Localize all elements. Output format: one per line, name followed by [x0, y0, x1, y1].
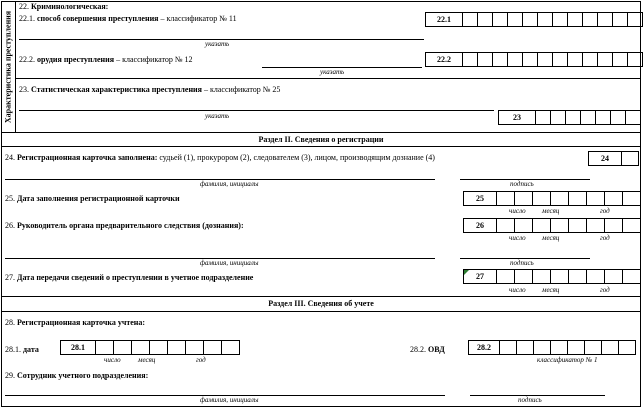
- f28-1-code: 28.1: [60, 340, 96, 355]
- f26-cells[interactable]: [463, 218, 641, 233]
- f29-sign-caption: подпись: [518, 396, 542, 404]
- cell[interactable]: [623, 269, 641, 284]
- f27-month-caption: месяц: [542, 286, 560, 294]
- cell[interactable]: [204, 340, 222, 355]
- cell[interactable]: [568, 52, 583, 67]
- cell[interactable]: [613, 52, 628, 67]
- f25-cells[interactable]: [463, 191, 641, 206]
- cell[interactable]: [515, 218, 533, 233]
- f28-label: 28. Регистрационная карточка учтена:: [5, 318, 146, 327]
- cell[interactable]: [533, 269, 551, 284]
- f25-label: 25. Дата заполнения регистрационной карточки: [5, 194, 180, 203]
- f22-2-caption: указать: [320, 68, 345, 76]
- cell[interactable]: [623, 218, 641, 233]
- f28-1-day-caption: число: [104, 356, 121, 364]
- cell[interactable]: [566, 110, 581, 125]
- f24-label: 24. Регистрационная карточка заполнена: судьей (1), прокурором (2), следователем (3), лицом, производящим дознание (4): [5, 153, 435, 162]
- f23-line[interactable]: [19, 110, 494, 111]
- cell[interactable]: [551, 191, 569, 206]
- cell[interactable]: [569, 191, 587, 206]
- f28-1-month-caption: месяц: [138, 356, 156, 364]
- cell[interactable]: [581, 110, 596, 125]
- cell[interactable]: [602, 340, 619, 355]
- f22-label: 22. Криминологическая:: [19, 2, 109, 11]
- cell[interactable]: [551, 110, 566, 125]
- cell[interactable]: [186, 340, 204, 355]
- cell[interactable]: [598, 12, 613, 27]
- divider: [2, 311, 641, 312]
- f22-1-label: 22.1. способ совершения преступления – классификатор № 11: [19, 14, 237, 23]
- cell[interactable]: [569, 269, 587, 284]
- cell[interactable]: [551, 269, 569, 284]
- cell[interactable]: [605, 218, 623, 233]
- f28-2-caption: классификатор № 1: [537, 356, 598, 364]
- f22-1-code: 22.1: [425, 12, 463, 27]
- f26-sign-caption: подпись: [510, 259, 534, 267]
- cell[interactable]: [605, 191, 623, 206]
- f25-month-caption: месяц: [542, 207, 560, 215]
- f22-1-cells[interactable]: [425, 12, 643, 27]
- cell[interactable]: [605, 269, 623, 284]
- cell[interactable]: [536, 110, 551, 125]
- cell[interactable]: [553, 52, 568, 67]
- cell[interactable]: [508, 12, 523, 27]
- cell[interactable]: [533, 191, 551, 206]
- f24-name-caption: фамилия, инициалы: [200, 180, 259, 188]
- side-divider: [15, 2, 16, 132]
- divider: [2, 146, 641, 147]
- f22-2-label: 22.2. орудия преступления – классификатор № 12: [19, 55, 193, 64]
- divider: [15, 78, 641, 79]
- cell[interactable]: [168, 340, 186, 355]
- f28-2-cells[interactable]: [468, 340, 636, 355]
- cell[interactable]: [587, 218, 605, 233]
- f25-year-caption: год: [600, 207, 610, 215]
- cell[interactable]: [500, 340, 517, 355]
- f28-2-label: 28.2. ОВД: [410, 345, 445, 354]
- cell[interactable]: [150, 340, 168, 355]
- cell[interactable]: [551, 218, 569, 233]
- cell[interactable]: [497, 218, 515, 233]
- cell[interactable]: [478, 52, 493, 67]
- f29-name-caption: фамилия, инициалы: [200, 396, 259, 404]
- cell[interactable]: [478, 12, 493, 27]
- cell[interactable]: [623, 191, 641, 206]
- f27-year-caption: год: [600, 286, 610, 294]
- cell[interactable]: [587, 191, 605, 206]
- cell[interactable]: [569, 218, 587, 233]
- cell[interactable]: [538, 12, 553, 27]
- f25-code: 25: [463, 191, 497, 206]
- cell[interactable]: [598, 52, 613, 67]
- cell[interactable]: [534, 340, 551, 355]
- cell[interactable]: [626, 110, 641, 125]
- cell[interactable]: [622, 151, 639, 166]
- f28-1-cells[interactable]: [60, 340, 240, 355]
- f22-2-code: 22.2: [425, 52, 463, 67]
- f24-sign-caption: подпись: [510, 180, 534, 188]
- f26-month-caption: месяц: [542, 234, 560, 242]
- cell[interactable]: [587, 269, 605, 284]
- f29-label: 29. Сотрудник учетного подразделения:: [5, 371, 149, 380]
- cell[interactable]: [493, 52, 508, 67]
- f24-code: 24: [588, 151, 622, 166]
- f24-cells[interactable]: [588, 151, 639, 166]
- f27-day-caption: число: [509, 286, 526, 294]
- cell[interactable]: [611, 110, 626, 125]
- f23-cells[interactable]: [498, 110, 641, 125]
- cell[interactable]: [628, 12, 643, 27]
- divider: [2, 132, 641, 133]
- cell[interactable]: [515, 191, 533, 206]
- f26-name-caption: фамилия, инициалы: [200, 259, 259, 267]
- cell[interactable]: [613, 12, 628, 27]
- comment-marker-icon: [464, 270, 469, 275]
- f28-2-code: 28.2: [468, 340, 500, 355]
- f26-year-caption: год: [600, 234, 610, 242]
- f28-1-year-caption: год: [196, 356, 206, 364]
- f26-code: 26: [463, 218, 497, 233]
- cell[interactable]: [585, 340, 602, 355]
- cell[interactable]: [517, 340, 534, 355]
- f27-cells[interactable]: [463, 269, 641, 284]
- cell[interactable]: [493, 12, 508, 27]
- f23-caption: указать: [205, 112, 230, 120]
- cell[interactable]: [515, 269, 533, 284]
- cell[interactable]: [463, 12, 478, 27]
- f23-label: 23. Статистическая характеристика преступления – классификатор № 25: [19, 85, 281, 94]
- f26-day-caption: число: [509, 234, 526, 242]
- cell[interactable]: [523, 12, 538, 27]
- cell[interactable]: [596, 110, 611, 125]
- section-2-title: Раздел II. Сведения о регистрации: [258, 135, 384, 144]
- section-3-title: Раздел III. Сведения об учете: [268, 299, 374, 308]
- cell[interactable]: [553, 12, 568, 27]
- f25-day-caption: число: [509, 207, 526, 215]
- f28-1-label: 28.1. дата: [5, 345, 39, 354]
- cell[interactable]: [568, 340, 585, 355]
- f26-label: 26. Руководитель органа предварительного следствия (дознания):: [5, 221, 244, 230]
- cell[interactable]: [96, 340, 114, 355]
- cell[interactable]: [523, 52, 538, 67]
- cell[interactable]: [538, 52, 553, 67]
- divider: [2, 296, 641, 297]
- f23-code: 23: [498, 110, 536, 125]
- cell[interactable]: [568, 12, 583, 27]
- cell[interactable]: [508, 52, 523, 67]
- cell[interactable]: [222, 340, 240, 355]
- cell[interactable]: [132, 340, 150, 355]
- cell[interactable]: [533, 218, 551, 233]
- side-label: Характеристика преступления: [3, 10, 13, 124]
- cell[interactable]: [497, 269, 515, 284]
- cell[interactable]: [628, 52, 643, 67]
- cell[interactable]: [583, 52, 598, 67]
- cell[interactable]: [619, 340, 636, 355]
- f22-2-cells[interactable]: [425, 52, 643, 67]
- f22-1-caption: указать: [205, 40, 230, 48]
- cell[interactable]: [583, 12, 598, 27]
- f27-code: 27: [463, 269, 497, 284]
- cell[interactable]: [551, 340, 568, 355]
- cell[interactable]: [497, 191, 515, 206]
- f27-label: 27. Дата передачи сведений о преступлении в учетное подразделение: [5, 273, 254, 282]
- cell[interactable]: [114, 340, 132, 355]
- cell[interactable]: [463, 52, 478, 67]
